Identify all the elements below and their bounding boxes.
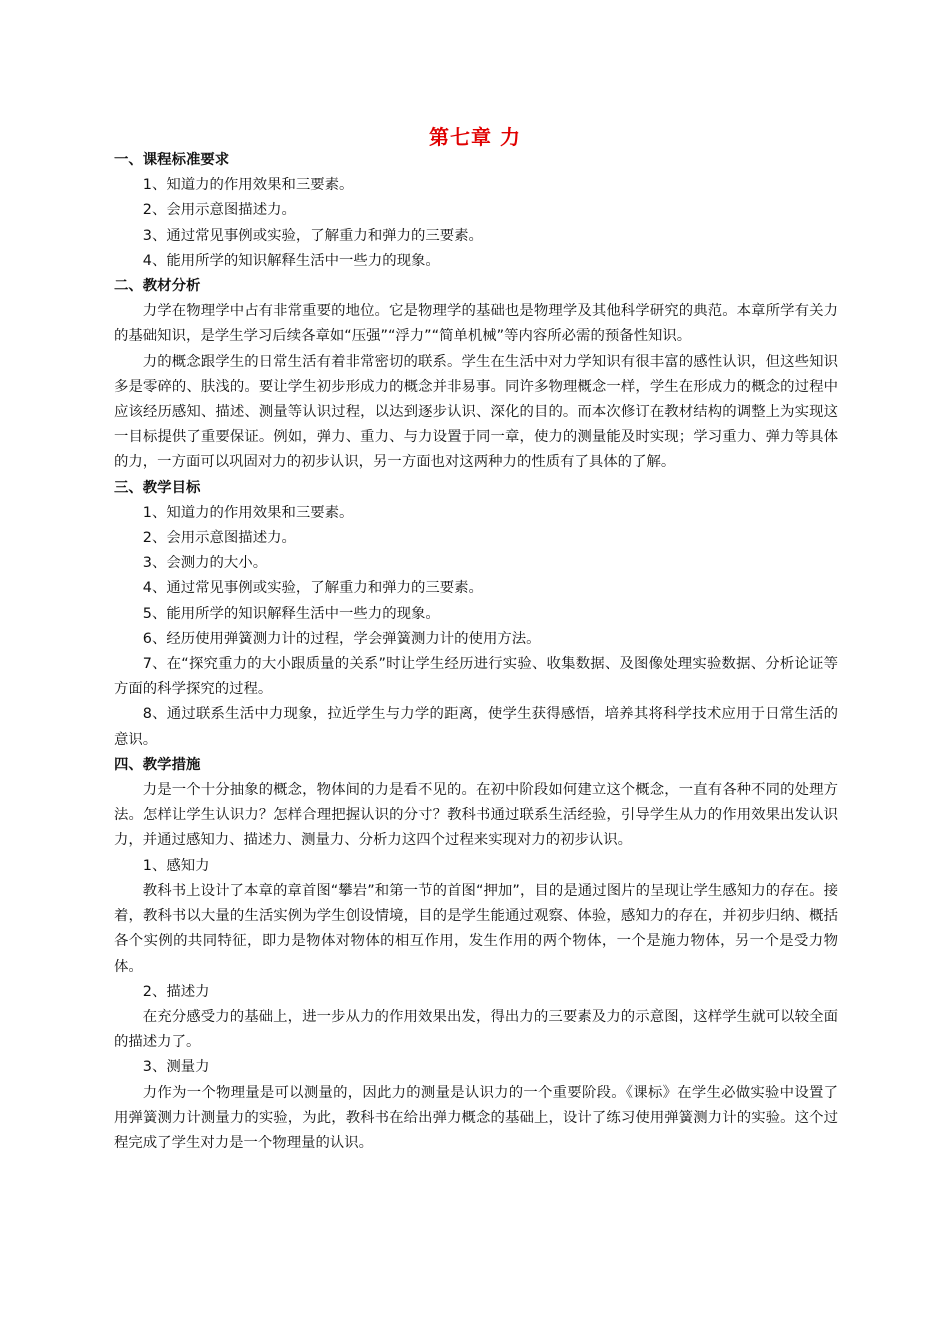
list-item: 6、经历使用弹簧测力计的过程，学会弹簧测力计的使用方法。 — [142, 630, 541, 647]
document-body — [114, 148, 838, 1156]
list-item: 5、能用所学的知识解释生活中一些力的现象。 — [142, 605, 440, 622]
list-item: 2、会用示意图描述力。 — [142, 530, 296, 547]
subheading: 1、感知力 — [142, 857, 210, 874]
section-heading-3: 三、教学目标 — [114, 479, 201, 496]
list-item: 3、通过常见事例或实验，了解重力和弹力的三要素。 — [142, 227, 483, 244]
list-item: 4、通过常见事例或实验，了解重力和弹力的三要素。 — [142, 580, 483, 597]
subheading: 3、测量力 — [142, 1059, 210, 1076]
paragraph: 7、在“探究重力的大小跟质量的关系”时让学生经历进行实验、收集数据、及图像处理实验数据、分析论证等方面的科学探究的过程。 — [114, 656, 838, 698]
list-item: 1、知道力的作用效果和三要素。 — [142, 504, 354, 521]
list-item: 2、会用示意图描述力。 — [142, 202, 296, 219]
list-item: 1、知道力的作用效果和三要素。 — [142, 177, 354, 194]
list-item: 3、会测力的大小。 — [142, 555, 268, 572]
paragraph: 力的概念跟学生的日常生活有着非常密切的联系。学生在生活中对力学知识有很丰富的感性认识，但这些知识多是零碎的、肤浅的。要让学生初步形成力的概念并非易事。同许多物理概念一样，学生在形成力的概念的过程中应该经历感知、描述、测量等认识过程，以达到逐步认识、深化的目的。而本次修订在教材结构的调整上为实现这一目标提供了重要保证。例如，弹力、重力、与力设置于同一章，使力的测量能及时实现；学习重力、弹力等具体的力，一方面可以巩固对力的初步认识，另一方面也对这两种力的性质有了具体的了解。 — [114, 353, 838, 471]
paragraph: 力是一个十分抽象的概念，物体间的力是看不见的。在初中阶段如何建立这个概念，一直有各种不同的处理方法。怎样让学生认识力？怎样合理把握认识的分寸？教科书通过联系生活经验，引导学生从力的作用效果出发认识力，并通过感知力、描述力、测量力、分析力这四个过程来实现对力的初步认识。 — [114, 782, 838, 849]
paragraph: 教科书上设计了本章的章首图“攀岩”和第一节的首图“押加”，目的是通过图片的呈现让学生感知力的存在。接着，教科书以大量的生活实例为学生创设情境，目的是学生能通过观察、体验，感知力的存在，并初步归纳、概括各个实例的共同特征，即力是物体对物体的相互作用，发生作用的两个物体，一个是施力物体，另一个是受力物体。 — [114, 882, 838, 975]
list-item: 4、能用所学的知识解释生活中一些力的现象。 — [142, 252, 440, 269]
paragraph: 力学在物理学中占有非常重要的地位。它是物理学的基础也是物理学及其他科学研究的典范。本章所学有关力的基础知识，是学生学习后续各章如“压强”“浮力”“简单机械”等内容所必需的预备性知识。 — [114, 303, 838, 345]
section-heading-1: 一、课程标准要求 — [114, 152, 230, 168]
page-title: 第七章 力 — [429, 125, 521, 149]
subheading: 2、描述力 — [142, 983, 210, 1000]
paragraph: 8、通过联系生活中力现象，拉近学生与力学的距离，使学生获得感悟，培养其将科学技术应用于日常生活的意识。 — [114, 706, 838, 748]
section-heading-4: 四、教学措施 — [114, 756, 201, 773]
section-heading-2: 二、教材分析 — [114, 278, 201, 295]
paragraph: 在充分感受力的基础上，进一步从力的作用效果出发，得出力的三要素及力的示意图，这样学生就可以较全面的描述力了。 — [114, 1008, 838, 1051]
paragraph: 力作为一个物理量是可以测量的，因此力的测量是认识力的一个重要阶段。《课标》在学生必做实验中设置了用弹簧测力计测量力的实验，为此，教科书在给出弹力概念的基础上，设计了练习使用弹簧测力计的实验。这个过程完成了学生对力是一个物理量的认识。 — [114, 1084, 838, 1151]
